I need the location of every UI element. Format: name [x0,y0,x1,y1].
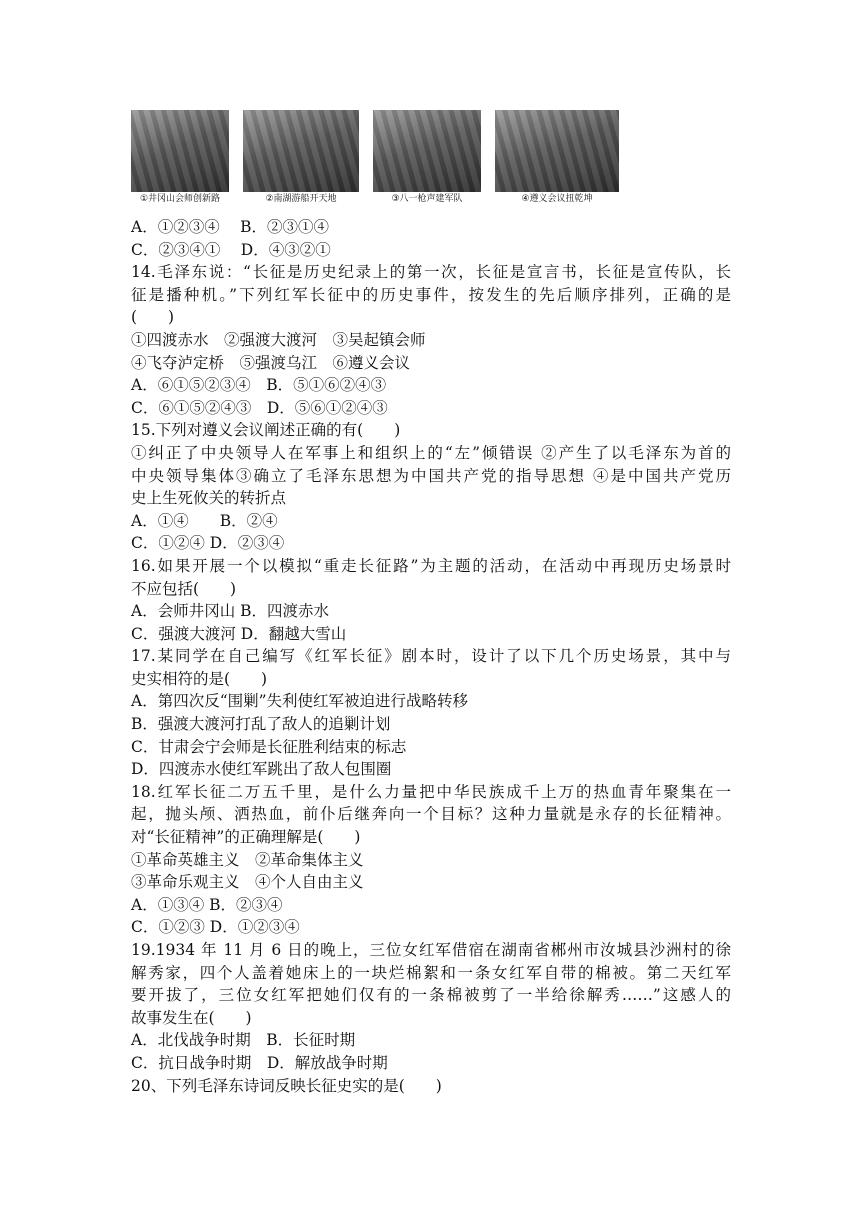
text-line: ④飞夺泸定桥 ⑤强渡乌江 ⑥遵义会议 [131,353,411,372]
text-line: 18.红军长征二万五千里，是什么力量把中华民族成千上万的热血青年聚集在一 [131,782,731,801]
image-row [131,110,731,210]
text-line: 中央领导集体③确立了毛泽东思想为中国共产党的指导思想 ④是中国共产党历 [131,466,731,485]
photo-meeting-icon [131,110,229,192]
text-line: C．⑥①⑤②④③ D．⑤⑥①②④③ [131,398,388,417]
image-item-3 [373,110,481,210]
text-line: 征是播种机。”下列红军长征中的历史事件，按发生的先后顺序排列，正确的是 [131,285,731,304]
text-line: 16.如果开展一个以模拟“重走长征路”为主题的活动，在活动中再现历史场景时 [131,556,731,575]
image-item-4 [495,110,619,210]
photo-conference-icon [495,110,619,192]
photo-boat-icon [243,110,359,192]
text-line: C．②③④① D．④③②① [131,240,331,259]
text-line: 不应包括( ) [131,579,237,598]
image-item-1 [131,110,229,210]
text-line: 起，抛头颅、洒热血，前仆后继奔向一个目标？这种力量就是永存的长征精神。 [131,805,731,824]
text-line: C．①②④ D．②③④ [131,534,285,553]
text-line: 故事发生在( ) [131,1008,252,1027]
text-line: C．强渡大渡河 D．翻越大雪山 [131,624,347,643]
text-line: A．会师井冈山 B．四渡赤水 [131,602,330,621]
text-line: 史实相符的是( ) [131,669,268,688]
text-line: A．①④ B．②④ [131,511,278,530]
text-line: 20、下列毛泽东诗词反映长征史实的是( ) [131,1076,442,1095]
text-line: A．①③④ B．②③④ [131,895,283,914]
text-line: 解秀家，四个人盖着她床上的一块烂棉絮和一条女红军自带的棉被。第二天红军 [131,963,731,982]
image-item-2 [243,110,359,210]
text-line: C．抗日战争时期 D．解放战争时期 [131,1053,388,1072]
document-page [131,110,731,1097]
text-line: ( ) [131,308,175,327]
text-line: D．四渡赤水使红军跳出了敌人包围圈 [131,760,392,779]
image-caption: ①井冈山会师创新路 [139,194,221,204]
text-line: 19.1934 年 11 月 6 日的晚上，三位女红军借宿在湖南省郴州市汝城县沙洲村的徐 [131,941,731,959]
text-line: A．⑥①⑤②③④ B．⑤①⑥②④③ [131,376,387,395]
text-line: ①四渡赤水 ②强渡大渡河 ③吴起镇会师 [131,330,426,349]
text-line: B．强渡大渡河打乱了敌人的追剿计划 [131,715,391,734]
text-line: 14.毛泽东说：“长征是历史纪录上的第一次，长征是宣言书，长征是宣传队，长 [131,263,731,282]
image-caption: ③八一枪声建军队 [391,194,463,204]
text-line: C．甘肃会宁会师是长征胜利结束的标志 [131,737,407,756]
text-line: A．①②③④ B．②③①④ [131,218,330,236]
text-line: A．北伐战争时期 B．长征时期 [131,1031,356,1050]
text-line: ①纠正了中央领导人在军事上和组织上的“左”倾错误 ②产生了以毛泽东为首的 [131,443,731,462]
text-line: ③革命乐观主义 ④个人自由主义 [131,873,364,892]
text-line: 要开拔了，三位女红军把她们仅有的一条棉被剪了一半给徐解秀……”这感人的 [131,986,731,1005]
question-text [131,216,731,1097]
image-caption: ②南湖游船开天地 [265,194,337,204]
photo-uprising-icon [373,110,481,192]
text-line: 对“长征精神”的正确理解是( ) [131,828,361,847]
text-line: C．①②③ D．①②③④ [131,918,300,937]
text-line: 15.下列对遵义会议阐述正确的有( ) [131,421,401,440]
text-line: A．第四次反“围剿”失利使红军被迫进行战略转移 [131,692,469,711]
text-line: 17.某同学在自己编写《红军长征》剧本时，设计了以下几个历史场景，其中与 [131,647,731,666]
image-caption: ④遵义会议扭乾坤 [521,194,593,204]
text-line: 史上生死攸关的转折点 [131,489,287,508]
text-line: ①革命英雄主义 ②革命集体主义 [131,850,364,869]
